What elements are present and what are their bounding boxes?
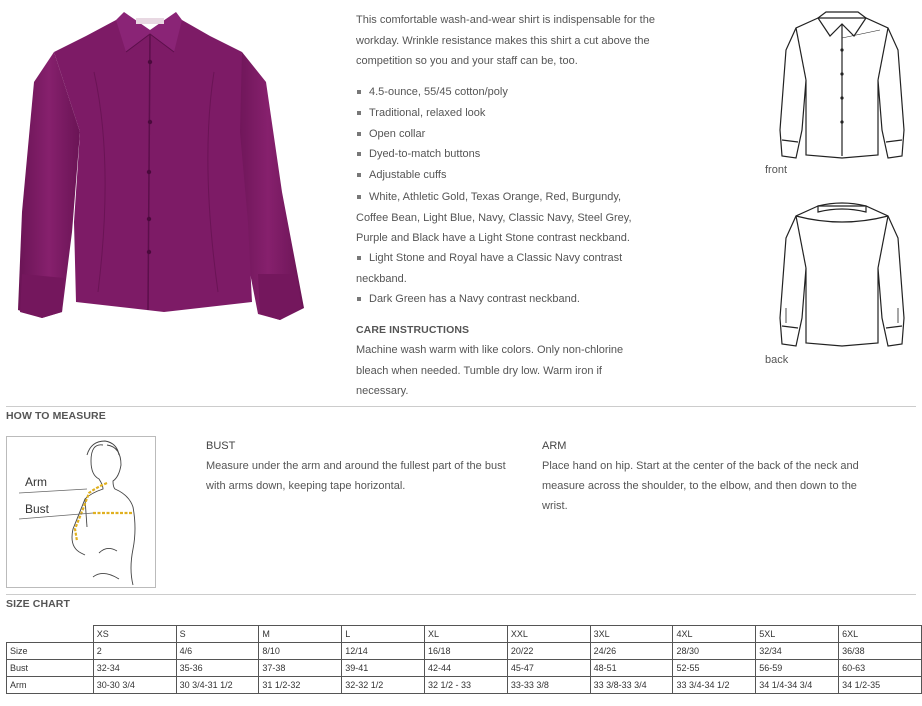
back-label: back bbox=[765, 354, 789, 366]
feature-item: 4.5-ounce, 55/45 cotton/poly bbox=[356, 82, 656, 103]
size-column-header: XXL bbox=[507, 626, 590, 643]
care-heading: CARE INSTRUCTIONS bbox=[356, 324, 470, 336]
table-cell: 2 bbox=[93, 643, 176, 660]
divider bbox=[6, 406, 916, 407]
table-cell: 33 3/4-34 1/2 bbox=[673, 677, 756, 694]
back-sketch bbox=[772, 198, 912, 350]
table-cell: 32-32 1/2 bbox=[342, 677, 425, 694]
row-label: Size bbox=[7, 643, 94, 660]
table-cell: 30 3/4-31 1/2 bbox=[176, 677, 259, 694]
measure-figure bbox=[6, 436, 156, 588]
bust-text: Measure under the arm and around the fullest part of the bust with arms down, keeping tape horizontal. bbox=[206, 460, 506, 492]
table-cell: 42-44 bbox=[425, 660, 508, 677]
product-image bbox=[14, 12, 306, 324]
size-column-header: M bbox=[259, 626, 342, 643]
feature-item: Open collar bbox=[356, 124, 656, 145]
table-cell: 20/22 bbox=[507, 643, 590, 660]
product-description: This comfortable wash-and-wear shirt is indispensable for the workday. Wrinkle resistance makes this shirt a cut above the competition so you and your staff can be, too. bbox=[356, 14, 655, 67]
table-cell: 28/30 bbox=[673, 643, 756, 660]
size-column-header: XL bbox=[425, 626, 508, 643]
size-column-header: XS bbox=[93, 626, 176, 643]
table-cell: 48-51 bbox=[590, 660, 673, 677]
size-column-header: L bbox=[342, 626, 425, 643]
table-cell: 32 1/2 - 33 bbox=[425, 677, 508, 694]
feature-item-royal: Light Stone and Royal have a Classic Navy contrast neckband. bbox=[356, 252, 623, 285]
table-cell: 33-33 3/8 bbox=[507, 677, 590, 694]
feature-item: Adjustable cuffs bbox=[356, 165, 656, 186]
feature-item-colors: White, Athletic Gold, Texas Orange, Red, Burgundy, Coffee Bean, Light Blue, Navy, Classic Navy, Steel Grey, Purple and Black have a Light Stone contrast neckband. bbox=[356, 191, 632, 244]
size-column-header: 4XL bbox=[673, 626, 756, 643]
table-cell: 39-41 bbox=[342, 660, 425, 677]
table-cell: 8/10 bbox=[259, 643, 342, 660]
feature-item-green: Dark Green has a Navy contrast neckband. bbox=[356, 289, 656, 310]
table-cell: 34 1/2-35 bbox=[839, 677, 922, 694]
table-cell: 24/26 bbox=[590, 643, 673, 660]
table-cell: 52-55 bbox=[673, 660, 756, 677]
front-sketch bbox=[772, 10, 912, 162]
table-cell: 30-30 3/4 bbox=[93, 677, 176, 694]
table-cell: 37-38 bbox=[259, 660, 342, 677]
table-cell: 12/14 bbox=[342, 643, 425, 660]
table-cell: 32/34 bbox=[756, 643, 839, 660]
table-cell: 60-63 bbox=[839, 660, 922, 677]
bust-title: BUST bbox=[206, 440, 236, 452]
arm-text: Place hand on hip. Start at the center of the back of the neck and measure across the shoulder, to the elbow, and then down to the wrist. bbox=[542, 460, 859, 512]
table-row bbox=[7, 626, 922, 643]
table-cell: 34 1/4-34 3/4 bbox=[756, 677, 839, 694]
table-row bbox=[7, 643, 922, 660]
arm-title: ARM bbox=[542, 440, 567, 452]
table-cell: 31 1/2-32 bbox=[259, 677, 342, 694]
table-cell: 32-34 bbox=[93, 660, 176, 677]
feature-item: Traditional, relaxed look bbox=[356, 103, 656, 124]
table-row bbox=[7, 660, 922, 677]
size-column-header: S bbox=[176, 626, 259, 643]
table-cell: 4/6 bbox=[176, 643, 259, 660]
table-cell: 33 3/8-33 3/4 bbox=[590, 677, 673, 694]
size-column-header: 5XL bbox=[756, 626, 839, 643]
row-label: Bust bbox=[7, 660, 94, 677]
feature-item: Dyed-to-match buttons bbox=[356, 144, 656, 165]
care-text: Machine wash warm with like colors. Only non-chlorine bleach when needed. Tumble dry low. Warm iron if necessary. bbox=[356, 344, 624, 397]
front-label: front bbox=[765, 164, 788, 176]
how-to-measure-heading: HOW TO MEASURE bbox=[6, 410, 106, 422]
row-label: Arm bbox=[7, 677, 94, 694]
table-cell: 36/38 bbox=[839, 643, 922, 660]
arm-figure-label: Arm bbox=[25, 475, 47, 489]
bust-figure-label: Bust bbox=[25, 502, 50, 516]
size-column-header: 3XL bbox=[590, 626, 673, 643]
size-chart-table bbox=[6, 625, 922, 694]
table-cell: 16/18 bbox=[425, 643, 508, 660]
size-column-header: 6XL bbox=[839, 626, 922, 643]
table-row bbox=[7, 677, 922, 694]
size-chart-heading: SIZE CHART bbox=[6, 598, 70, 610]
feature-list bbox=[356, 82, 656, 186]
table-cell: 35-36 bbox=[176, 660, 259, 677]
divider bbox=[6, 594, 916, 595]
table-cell: 56-59 bbox=[756, 660, 839, 677]
table-cell: 45-47 bbox=[507, 660, 590, 677]
